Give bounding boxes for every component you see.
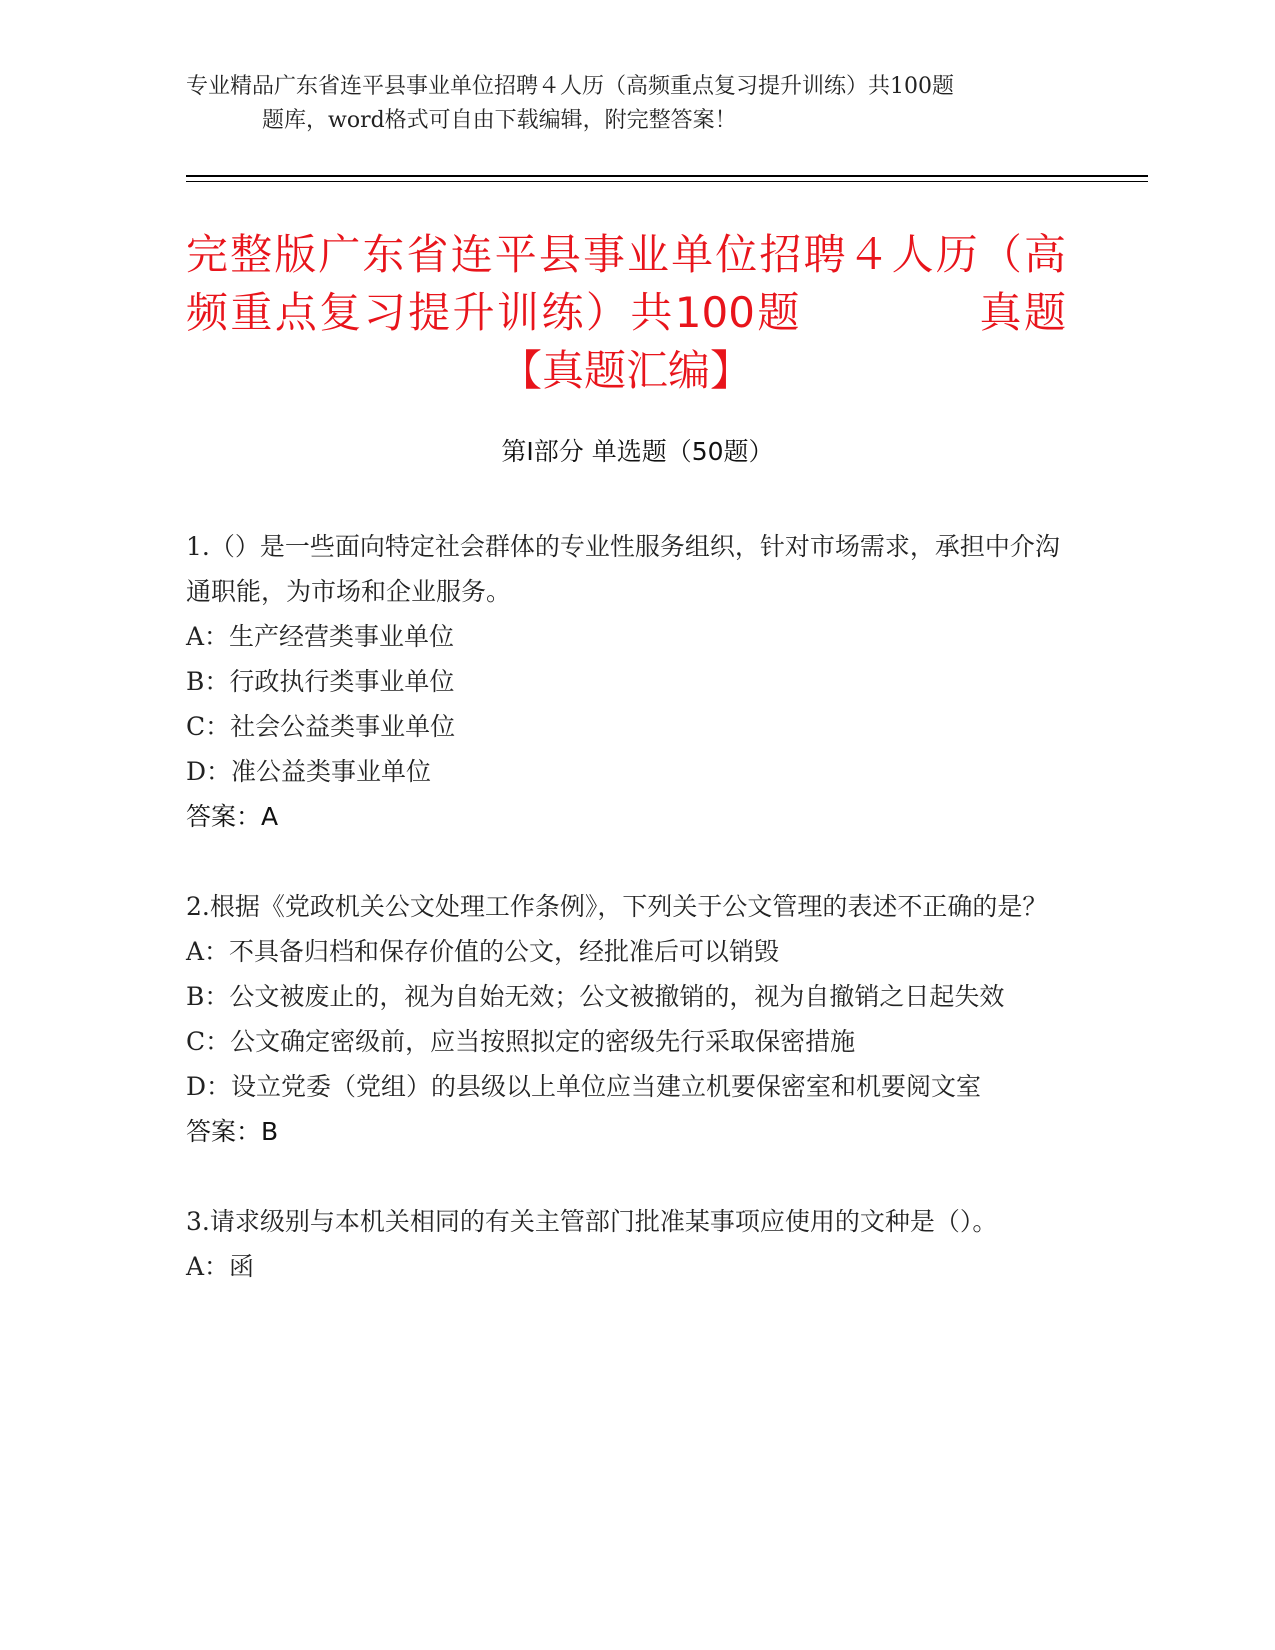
header-note-line1: 专业精品广东省连平县事业单位招聘４人历（高频重点复习提升训练）共100题 — [186, 74, 954, 99]
question-answer: 答案：B — [186, 1117, 279, 1146]
question-3 — [186, 1199, 1066, 1289]
question-stem: 2.根据《党政机关公文处理工作条例》，下列关于公文管理的表述不正确的是？ — [186, 892, 1048, 921]
question-option: B：公文被废止的，视为自始无效；公文被撤销的，视为自撤销之日起失效 — [186, 982, 1005, 1011]
question-2 — [186, 884, 1066, 1154]
question-option: A：不具备归档和保存价值的公文，经批准后可以销毁 — [186, 937, 780, 966]
question-option: D：准公益类事业单位 — [186, 757, 432, 786]
question-answer: 答案：A — [186, 802, 279, 831]
header-divider-thin — [186, 181, 1148, 182]
question-stem: 1.（）是一些面向特定社会群体的专业性服务组织，针对市场需求，承担中介沟通职能，为市场和企业服务。 — [186, 532, 1060, 606]
document-title: 完整版广东省连平县事业单位招聘４人历（高频重点复习提升训练）共100题 真题【真题汇编】 — [186, 230, 1066, 395]
question-option: A：生产经营类事业单位 — [186, 622, 455, 651]
question-option: C：公文确定密级前，应当按照拟定的密级先行采取保密措施 — [186, 1027, 856, 1056]
question-list — [186, 524, 1066, 1334]
question-option: C：社会公益类事业单位 — [186, 712, 456, 741]
question-stem: 3.请求级别与本机关相同的有关主管部门批准某事项应使用的文种是（）。 — [186, 1207, 998, 1236]
question-option: A：函 — [186, 1252, 255, 1281]
question-option: B：行政执行类事业单位 — [186, 667, 455, 696]
question-1 — [186, 524, 1066, 839]
section-title: 第Ⅰ部分 单选题（50题） — [501, 437, 774, 466]
question-option: D：设立党委（党组）的县级以上单位应当建立机要保密室和机要阅文室 — [186, 1072, 982, 1101]
header-note-line2: 题库，word格式可自由下载编辑，附完整答案！ — [262, 108, 737, 133]
header-note — [186, 70, 1086, 138]
header-divider-thick — [186, 175, 1148, 177]
